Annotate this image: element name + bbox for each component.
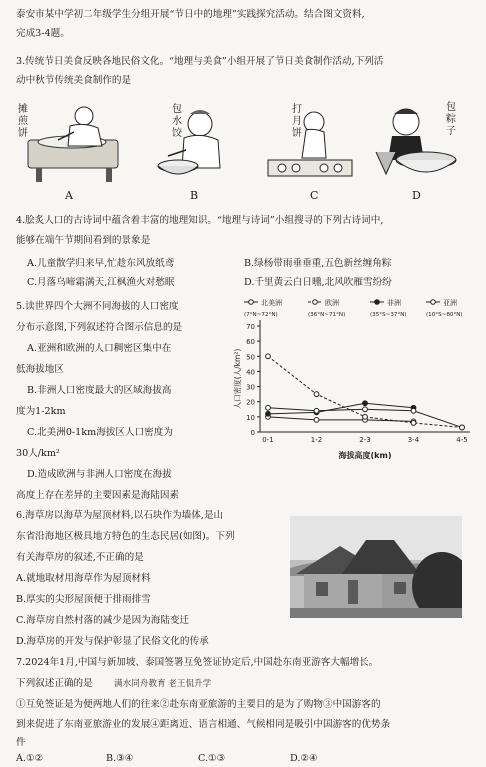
legend-marker (431, 300, 436, 305)
q6-option-a: A.就地取材用海草作为屋顶材料 (16, 573, 151, 584)
q6-option-b: B.厚实的尖形屋顶便于排雨排雪 (16, 594, 151, 605)
q3-label-b: 包水饺 (172, 104, 182, 139)
data-point (314, 392, 319, 397)
data-point (266, 354, 271, 359)
legend-marker (375, 300, 380, 305)
q3-illustration-c (262, 102, 358, 186)
q6-line-1: 6.海草房以海草为屋顶材料,以石块作为墙体,是山 (16, 510, 224, 521)
y-tick-label: 70 (246, 323, 255, 331)
legend-label: 北美洲 (261, 299, 282, 307)
seaweed-house-photo (290, 516, 462, 618)
q5-option-a: A.亚洲和欧洲的人口稠密区集中在 (27, 343, 172, 354)
y-tick-label: 10 (246, 413, 255, 422)
data-point (411, 408, 416, 413)
q3-label-c: 打月饼 (292, 104, 302, 139)
q6-option-d: D.海草房的开发与保护彰显了民俗文化的传承 (16, 636, 209, 647)
y-tick-label: 20 (246, 398, 255, 407)
watermark: 满水同舟教育 老王侃升学 (114, 679, 212, 689)
y-axis-label: 人口密度(人/km²) (233, 348, 242, 410)
x-tick-label: 4-5 (456, 436, 468, 444)
q5-option-c: C.北美洲0-1km海拔区人口密度为 (27, 427, 173, 438)
q5-line-2: 分布示意图,下列叙述符合图示信息的是 (16, 322, 183, 333)
legend-label: 亚洲 (443, 299, 457, 307)
q5-option-d: D.造成欧洲与非洲人口密度在海拔 (27, 469, 172, 480)
data-point (363, 414, 368, 419)
x-axis-label: 海拔高度(km) (338, 451, 392, 460)
legend-label: 欧洲 (325, 299, 339, 307)
legend-sub: (7°N~72°N) (244, 312, 278, 318)
q4-stem-line-2: 能够在端午节期间看到的景象是 (16, 235, 151, 246)
q4-option-c: C.月落乌啼霜满天,江枫渔火对愁眠 (27, 277, 175, 288)
x-tick-label: 2-3 (359, 436, 371, 444)
q6-line-3: 有关海草房的叙述,不正确的是 (16, 552, 144, 563)
q5-option-b: B.非洲人口密度最大的区域海拔高 (27, 385, 172, 396)
y-tick-label: 40 (246, 368, 255, 377)
data-point (266, 405, 271, 410)
q7-option-a: A.①② (16, 753, 44, 764)
y-tick-label: 50 (246, 353, 255, 362)
q4-stem-line-1: 4.脍炙人口的古诗词中蕴含着丰富的地理知识。“地理与诗词”小组搜寻的下列古诗词中, (16, 215, 384, 226)
q7-stem-line-2: 下列叙述正确的是 (16, 678, 93, 689)
data-point (266, 411, 271, 416)
q3-label-d: 包粽子 (446, 102, 456, 137)
q3-stem-line-1: 3.传统节日美食反映各地民俗文化。“地理与美食”小组开展了节日美食制作活动,下列活 (16, 56, 384, 67)
y-tick-label: 30 (246, 383, 255, 392)
legend-sub: (10°S~80°N) (426, 312, 463, 318)
q5-line-1: 5.读世界四个大洲不同海拔的人口密度 (16, 301, 179, 312)
legend-sub: (36°N~71°N) (308, 312, 346, 318)
legend-label: 非洲 (387, 299, 401, 307)
q3-illustration-b (148, 102, 238, 186)
legend-marker (249, 300, 254, 305)
q7-stem-line-1: 7.2024年1月,中国与新加坡、泰国签署互免签证协定后,中国赴东南亚游客大幅增长。 (16, 657, 379, 668)
q7-option-c: C.①③ (198, 753, 226, 764)
q3-illustration-a (14, 102, 128, 186)
q7-line-3: ①互免签证是为便两地人们的往来②赴东南亚旅游的主要目的是为了购物③中国游客的 (16, 699, 381, 710)
q5-option-a-cont: 低海拔地区 (16, 364, 64, 375)
intro-line-2: 完成3-4题。 (16, 28, 70, 39)
intro-line-1: 泰安市某中学初二年级学生分组开展“节日中的地理”实践探究活动。结合图文资料, (16, 9, 365, 20)
q3-option-d: D (412, 189, 421, 202)
q3-label-a: 摊煎饼 (18, 104, 28, 139)
q6-option-c: C.海草房自然村落的减少是因为海陆变迁 (16, 615, 190, 626)
legend-marker (313, 300, 318, 305)
q6-line-2: 东省沿海地区极具地方特色的生态民居(如图)。下列 (16, 531, 235, 542)
q7-line-4: 到来促进了东南亚旅游业的发展④距离近、语言相通、气候相同是吸引中国游客的优势条 (16, 719, 391, 730)
data-point (363, 401, 368, 406)
q4-option-d: D.千里黄云白日曛,北风吹雁雪纷纷 (244, 277, 392, 288)
q3-option-b: B (190, 189, 199, 202)
series-line-0 (268, 417, 414, 422)
data-point (314, 417, 319, 422)
x-tick-label: 1-2 (310, 436, 323, 444)
data-point (314, 408, 319, 413)
q3-option-a: A (65, 189, 73, 202)
data-point (460, 425, 465, 430)
q3-option-c: C (310, 189, 319, 202)
q7-line-5: 件 (16, 737, 26, 748)
data-point (363, 407, 368, 412)
population-density-chart (230, 294, 480, 472)
x-tick-label: 0-1 (262, 436, 274, 444)
q5-option-b-cont: 度为1-2km (16, 406, 66, 417)
q4-option-b: B.绿杨带雨垂垂重,五色新丝缠角粽 (244, 258, 392, 269)
q5-option-d-cont: 高度上存在差异的主要因素是海陆因素 (16, 490, 180, 501)
legend-sub: (35°S~37°N) (370, 312, 407, 318)
series-line-2 (268, 403, 414, 414)
x-tick-label: 3-4 (407, 436, 420, 444)
y-tick-label: 0 (250, 429, 255, 437)
data-point (411, 421, 416, 426)
q3-stem-line-2: 动中秋节传统美食制作的是 (16, 75, 132, 86)
q7-option-d: D.②④ (290, 753, 318, 764)
q7-option-b: B.③④ (106, 753, 134, 764)
y-tick-label: 60 (246, 338, 255, 347)
q4-option-a: A.儿童散学归来早,忙趁东风放纸鸢 (27, 258, 175, 269)
q5-option-c-cont: 30人/km² (16, 448, 60, 459)
